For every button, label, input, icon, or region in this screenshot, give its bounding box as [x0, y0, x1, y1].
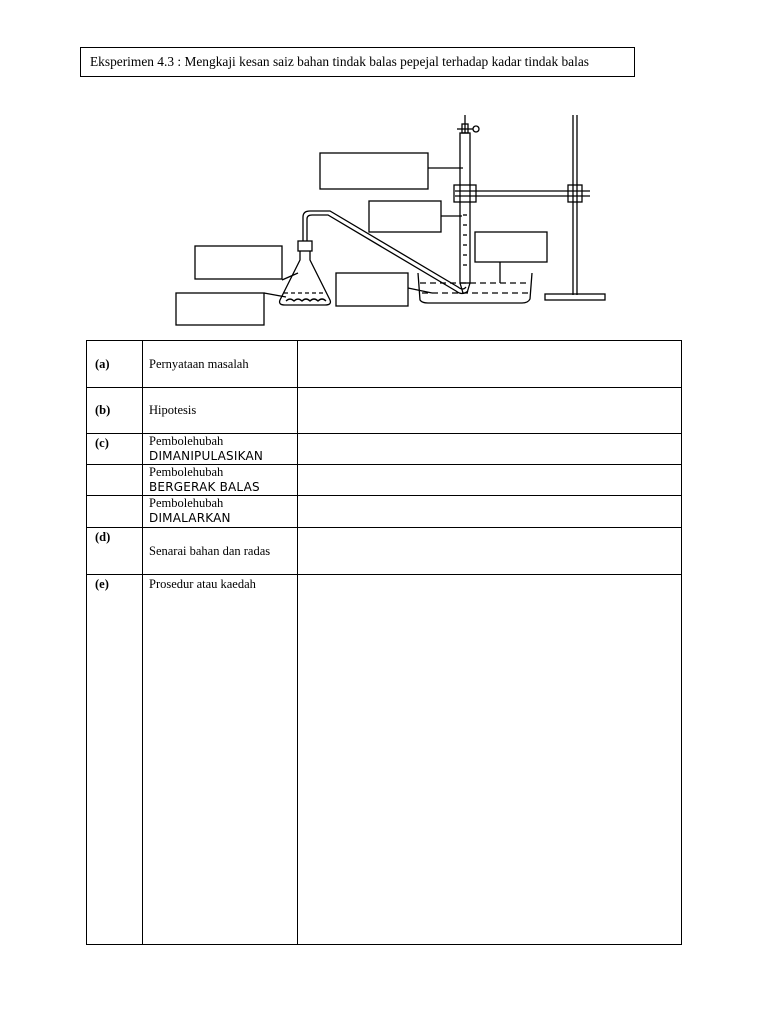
table-row	[87, 434, 682, 465]
row-label: Hipotesis	[143, 388, 298, 434]
label-box-basin[interactable]	[475, 232, 547, 262]
answer-cell-manipulated-variable[interactable]	[298, 434, 682, 465]
row-label-line: DIMANIPULASIKAN	[149, 449, 264, 463]
row-code	[87, 496, 143, 528]
label-box-delivery-tube[interactable]	[336, 273, 408, 306]
row-label	[143, 465, 298, 496]
row-label-line: DIMALARKAN	[149, 511, 231, 525]
water-basin	[418, 273, 532, 303]
row-label-line: Pembolehubah	[149, 496, 224, 510]
row-code: (d)	[87, 528, 143, 575]
table-row	[87, 528, 682, 575]
row-label: Prosedur atau kaedah	[143, 575, 298, 945]
label-box-burette[interactable]	[320, 153, 428, 189]
row-code	[87, 465, 143, 496]
table-row	[87, 575, 682, 945]
label-box-water[interactable]	[369, 201, 441, 232]
answer-cell-procedure[interactable]	[298, 575, 682, 945]
experiment-worksheet	[86, 340, 682, 945]
burette	[454, 115, 479, 293]
table-row	[87, 388, 682, 434]
row-label-line: Pembolehubah	[149, 465, 224, 479]
row-code: (e)	[87, 575, 143, 945]
row-code: (b)	[87, 388, 143, 434]
table-row	[87, 465, 682, 496]
row-code: (c)	[87, 434, 143, 465]
conical-flask	[280, 241, 331, 305]
table-row	[87, 496, 682, 528]
row-label-line: Pembolehubah	[149, 434, 224, 448]
label-box-flask-contents[interactable]	[176, 293, 264, 325]
answer-cell-materials[interactable]	[298, 528, 682, 575]
row-label-line: BERGERAK BALAS	[149, 480, 260, 494]
table-row	[87, 341, 682, 388]
answer-cell-hypothesis[interactable]	[298, 388, 682, 434]
row-label: Pernyataan masalah	[143, 341, 298, 388]
answer-cell-responding-variable[interactable]	[298, 465, 682, 496]
row-label: Senarai bahan dan radas	[143, 528, 298, 575]
row-label	[143, 496, 298, 528]
apparatus-diagram	[170, 105, 620, 335]
experiment-title: Eksperimen 4.3 : Mengkaji kesan saiz bahan tindak balas pepejal terhadap kadar tindak balas	[80, 47, 635, 77]
row-code: (a)	[87, 341, 143, 388]
answer-cell-constant-variable[interactable]	[298, 496, 682, 528]
label-box-acid[interactable]	[195, 246, 282, 279]
answer-cell-problem-statement[interactable]	[298, 341, 682, 388]
retort-stand	[455, 115, 605, 300]
row-label	[143, 434, 298, 465]
